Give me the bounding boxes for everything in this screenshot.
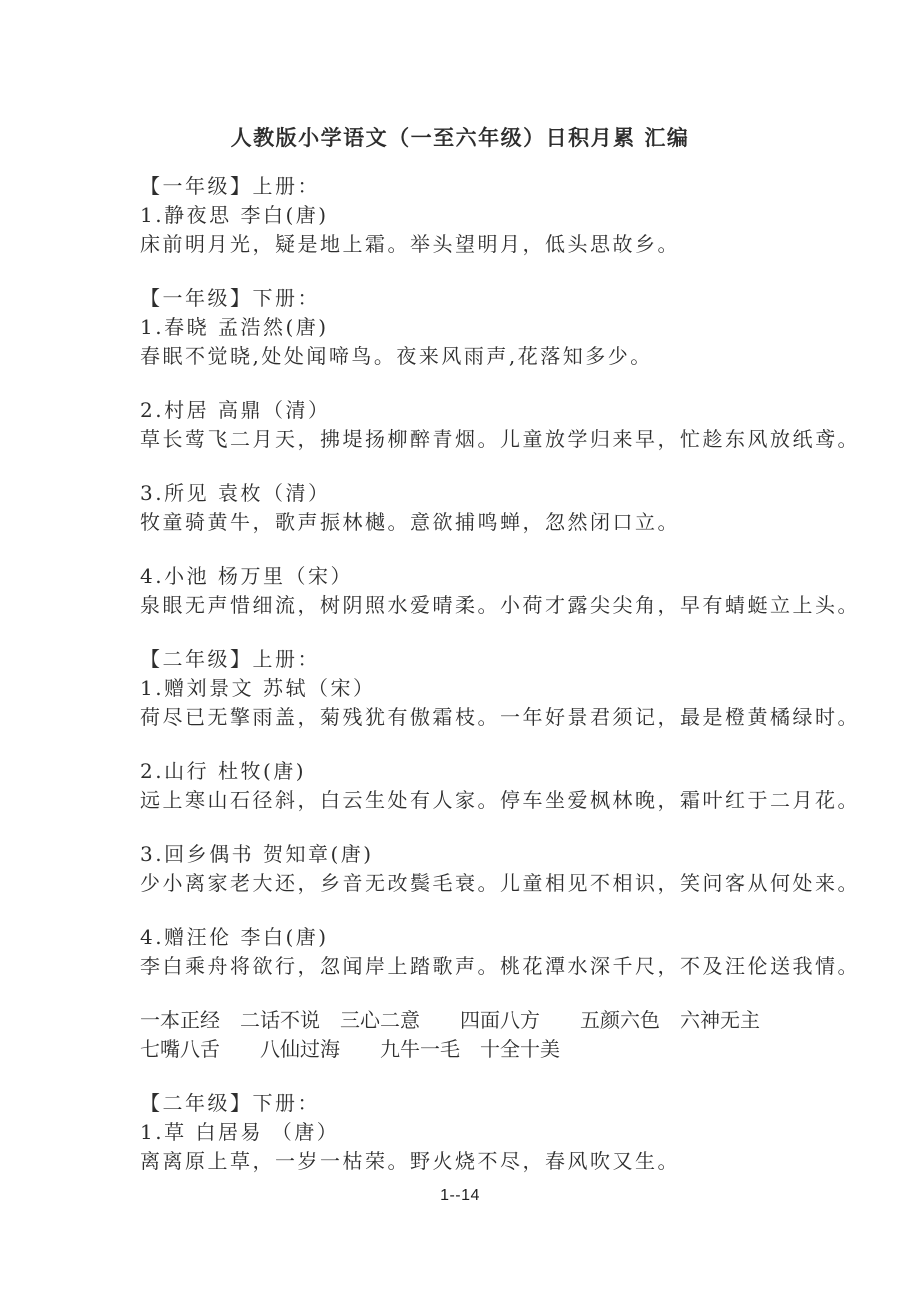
- poem-line: 李白乘舟将欲行，忽闻岸上踏歌声。桃花潭水深千尺，不及汪伦送我情。: [140, 954, 860, 978]
- poem-title: 2.村居 高鼎（清）: [140, 398, 331, 422]
- document-title: 人教版小学语文（一至六年级）日积月累 汇编: [230, 125, 690, 150]
- poem-title: 1.草 白居易 （唐）: [140, 1120, 340, 1144]
- section-heading: 【一年级】上册：: [140, 174, 320, 198]
- poem-line: 床前明月光，疑是地上霜。举头望明月，低头思故乡。: [140, 232, 680, 256]
- document-body: [140, 172, 860, 1176]
- poem-title: 1.静夜思 李白(唐): [140, 203, 329, 227]
- section-heading: 【二年级】上册：: [140, 647, 320, 671]
- section-heading: 【二年级】下册：: [140, 1091, 320, 1115]
- poem-line: 荷尽已无擎雨盖，菊残犹有傲霜枝。一年好景君须记，最是橙黄橘绿时。: [140, 705, 860, 729]
- page-number: 1--14: [440, 1187, 480, 1204]
- poem-title: 3.所见 袁枚（清）: [140, 481, 331, 505]
- poem-line: 泉眼无声惜细流，树阴照水爱晴柔。小荷才露尖尖角，早有蜻蜓立上头。: [140, 593, 860, 617]
- poem-title: 3.回乡偶书 贺知章(唐): [140, 842, 374, 866]
- poem-line: 少小离家老大还，乡音无改鬓毛衰。儿童相见不相识，笑问客从何处来。: [140, 871, 860, 895]
- poem-title: 1.赠刘景文 苏轼（宋）: [140, 676, 376, 700]
- poem-title: 2.山行 杜牧(唐): [140, 759, 307, 783]
- poem-line: 离离原上草，一岁一枯荣。野火烧不尽，春风吹又生。: [140, 1149, 680, 1173]
- section-heading: 【一年级】下册：: [140, 286, 320, 310]
- poem-title: 1.春晓 孟浩然(唐): [140, 315, 329, 339]
- poem-line: 远上寒山石径斜，白云生处有人家。停车坐爱枫林晚，霜叶红于二月花。: [140, 788, 860, 812]
- poem-title: 4.小池 杨万里（宋）: [140, 564, 353, 588]
- idiom-row: 一本正经 二话不说 三心二意 四面八方 五颜六色 六神无主: [140, 1008, 760, 1032]
- poem-title: 4.赠汪伦 李白(唐): [140, 925, 329, 949]
- poem-line: 草长莺飞二月天，拂堤扬柳醉青烟。儿童放学归来早，忙趁东风放纸鸢。: [140, 427, 860, 451]
- idiom-row: 七嘴八舌 八仙过海 九牛一毛 十全十美: [140, 1037, 560, 1061]
- poem-line: 春眠不觉晓,处处闻啼鸟。夜来风雨声,花落知多少。: [140, 344, 653, 368]
- poem-line: 牧童骑黄牛，歌声振林樾。意欲捕鸣蝉，忽然闭口立。: [140, 510, 680, 534]
